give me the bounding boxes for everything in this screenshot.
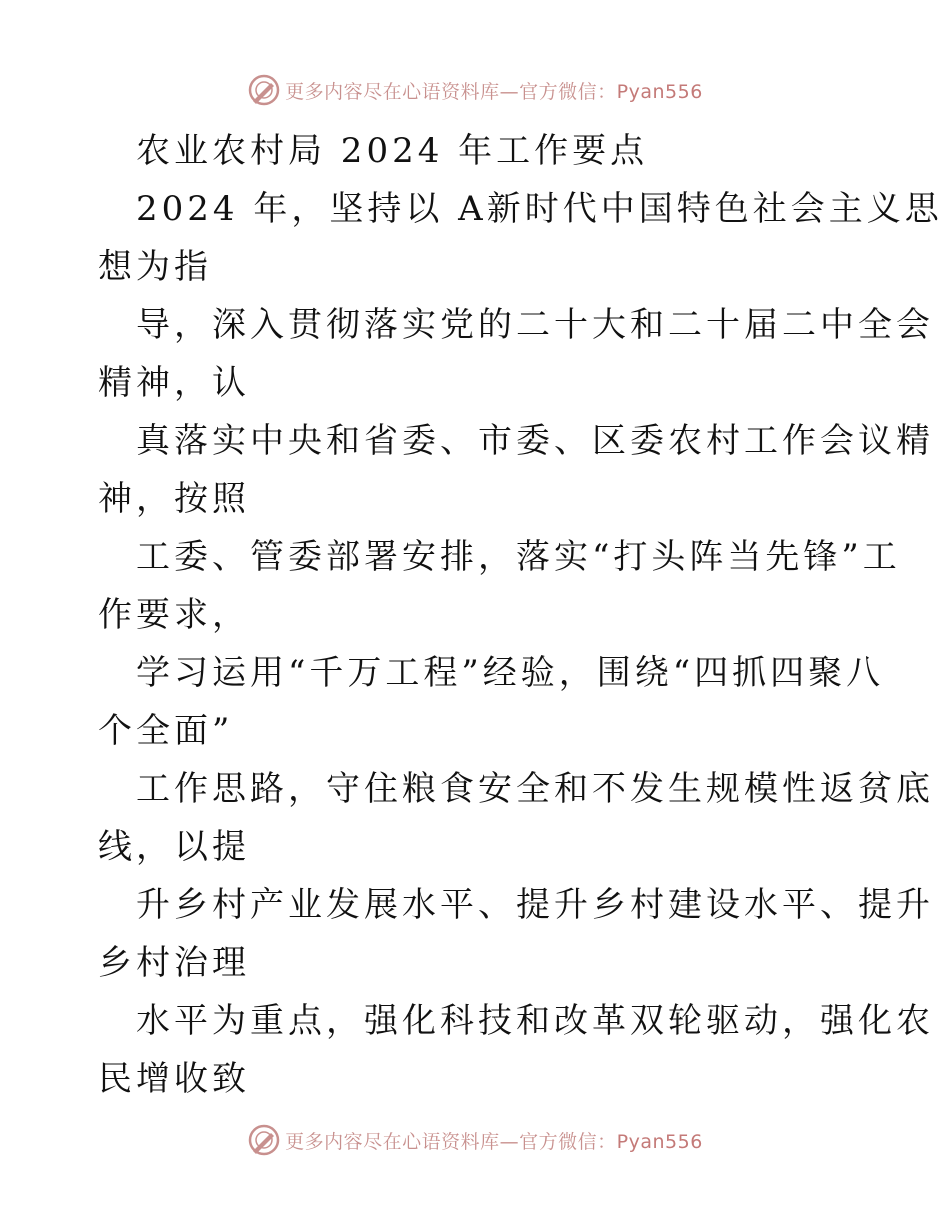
paragraph-line: 想为指 [98, 247, 212, 287]
paragraph-line: 工委、管委部署安排，落实“打头阵当先锋”工 [136, 537, 901, 577]
watermark-wechat-id: Pyan556 [616, 80, 703, 103]
paragraph-line: 神，按照 [98, 479, 250, 519]
watermark-footer [0, 1120, 950, 1160]
paragraph-line: 工作思路，守住粮食安全和不发生规模性返贫底 [136, 769, 934, 809]
document-title: 农业农村局 2024 年工作要点 [136, 131, 649, 171]
paragraph-line: 线，以提 [98, 827, 250, 867]
watermark-header [0, 70, 950, 110]
paragraph-line: 学习运用“千万工程”经验，围绕“四抓四聚八 [136, 653, 885, 693]
paragraph-line: 真落实中央和省委、市委、区委农村工作会议精 [136, 421, 934, 461]
watermark-text: 更多内容尽在心语资料库—官方微信：Pyan556 [285, 1130, 703, 1153]
paragraph-line: 作要求， [98, 595, 250, 635]
paragraph-line: 乡村治理 [98, 943, 250, 983]
document-body [98, 122, 943, 1108]
paragraph-line: 2024 年，坚持以 A新时代中国特色社会主义思 [136, 189, 943, 229]
paragraph-line: 升乡村产业发展水平、提升乡村建设水平、提升 [136, 885, 934, 925]
paragraph-line: 个全面” [98, 711, 234, 751]
paragraph-line: 导，深入贯彻落实党的二十大和二十届二中全会 [136, 305, 934, 345]
paragraph-line: 民增收致 [98, 1059, 250, 1099]
paragraph-line: 水平为重点，强化科技和改革双轮驱动，强化农 [136, 1001, 934, 1041]
paragraph-line: 精神，认 [98, 363, 250, 403]
pen-logo-icon [247, 73, 281, 107]
watermark-wechat-id: Pyan556 [616, 1130, 703, 1153]
watermark-text: 更多内容尽在心语资料库—官方微信：Pyan556 [285, 80, 703, 103]
pen-logo-icon [247, 1123, 281, 1157]
